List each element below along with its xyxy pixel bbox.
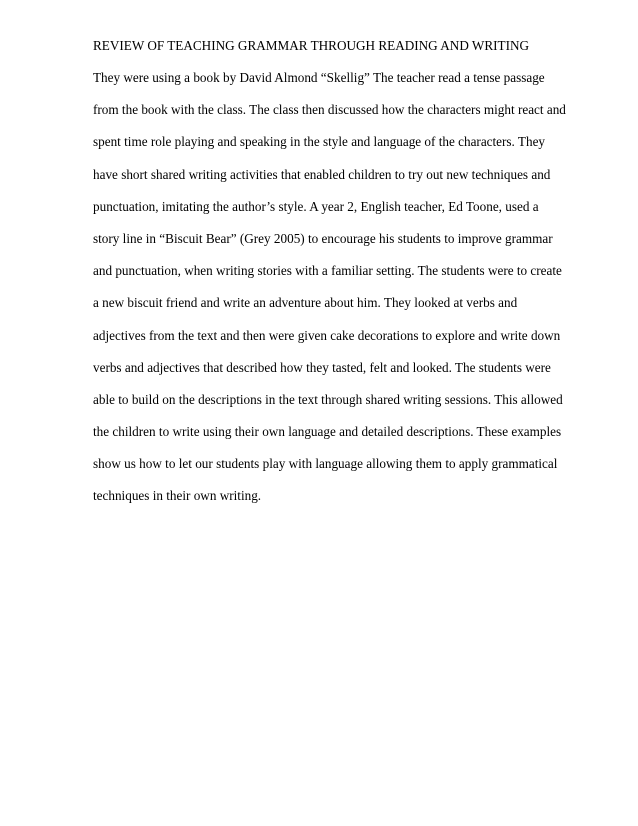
text-line: They were using a book by David Almond “Skellig” The teacher read a tense passage: [93, 70, 545, 85]
document-header: REVIEW OF TEACHING GRAMMAR THROUGH READING AND WRITING: [93, 38, 530, 53]
body-paragraph: [93, 70, 566, 521]
text-line: techniques in their own writing.: [93, 488, 262, 504]
text-line: and punctuation, when writing stories with a familiar setting. The students were to create: [93, 263, 562, 279]
text-line: adjectives from the text and then were given cake decorations to explore and write down: [93, 327, 561, 343]
text-line: the children to write using their own language and detailed descriptions. These examples: [93, 424, 562, 440]
text-line: punctuation, imitating the author’s style. A year 2, English teacher, Ed Toone, used a: [93, 198, 539, 214]
text-line: able to build on the descriptions in the text through shared writing sessions. This allowed: [93, 391, 563, 407]
text-line: spent time role playing and speaking in the style and language of the characters. They: [93, 134, 546, 150]
text-line: verbs and adjectives that described how they tasted, felt and looked. The students were: [93, 359, 551, 375]
text-line: show us how to let our students play with language allowing them to apply grammatical: [93, 456, 558, 472]
text-line: have short shared writing activities that enabled children to try out new techniques and: [93, 166, 551, 182]
text-line: story line in “Biscuit Bear” (Grey 2005) to encourage his students to improve grammar: [93, 230, 553, 246]
text-line: from the book with the class. The class then discussed how the characters might react and: [93, 102, 566, 118]
text-line: a new biscuit friend and write an adventure about him. They looked at verbs and: [93, 295, 518, 311]
